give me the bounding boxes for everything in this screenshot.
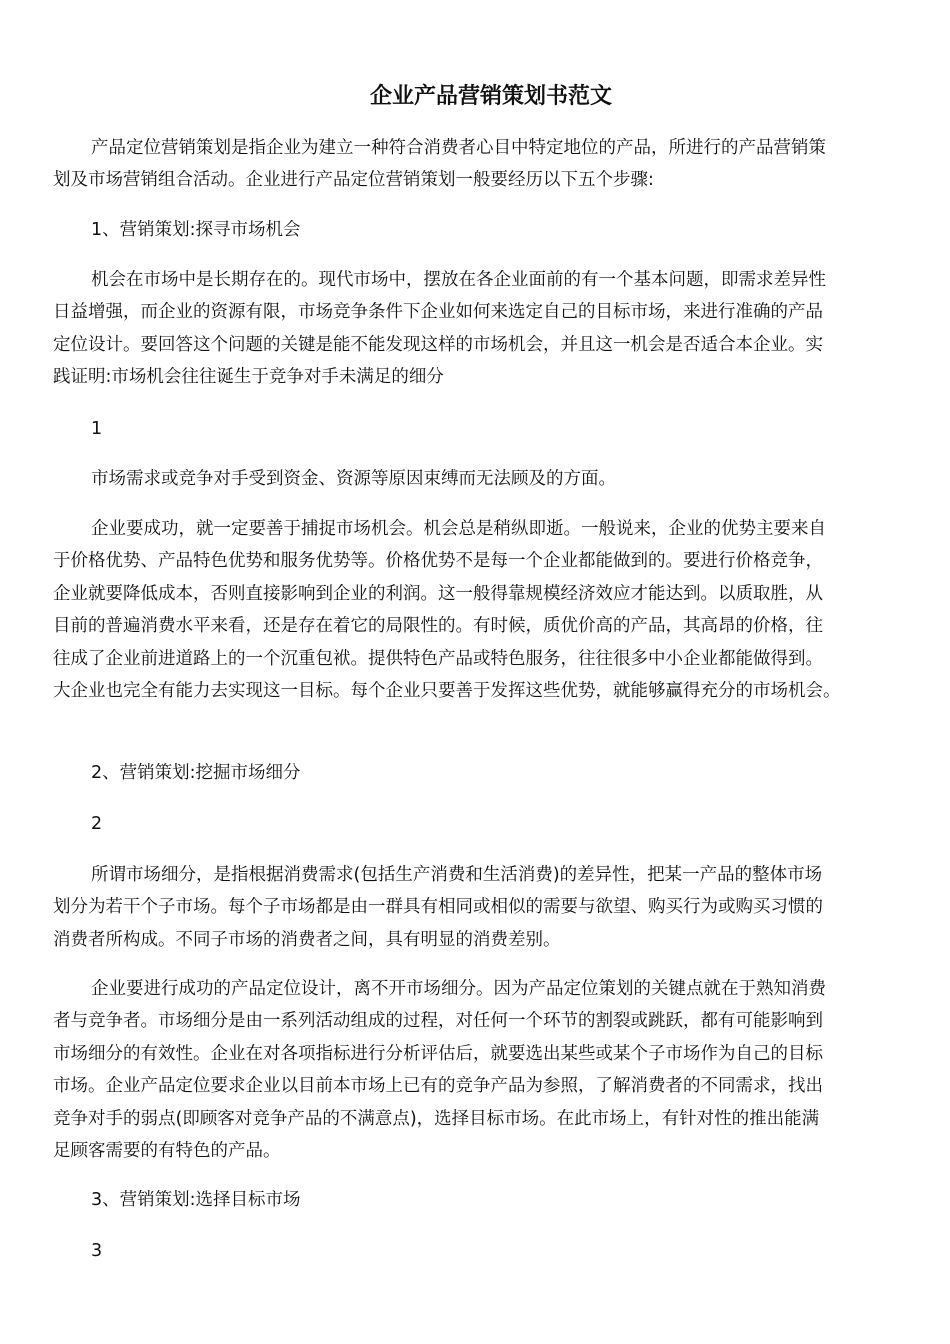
paragraph-line: 于价格优势、产品特色优势和服务优势等。价格优势不是每一个企业都能做到的。要进行价格竞争， [53, 551, 823, 572]
paragraph-line: 市场细分的有效性。企业在对各项指标进行分析评估后，就要选出某些或某个子市场作为自己的目标 [53, 1043, 823, 1064]
segmentation-paragraph [53, 859, 909, 956]
paragraph-line: 足顾客需要的有特色的产品。 [53, 1141, 281, 1162]
heading-text: 3、营销策划:选择目标市场 [91, 1190, 301, 1210]
page-number-3 [53, 1235, 909, 1267]
paragraph-line: 产品定位营销策划是指企业为建立一种符合消费者心目中特定地位的产品，所进行的产品营销策 [91, 138, 826, 158]
section-heading-2 [53, 757, 909, 789]
paragraph-line: 所谓市场细分，是指根据消费需求(包括生产消费和生活消费)的差异性，把某一产品的整体市场 [91, 865, 823, 885]
positioning-paragraph [53, 973, 909, 1167]
heading-text: 2、营销策划:挖掘市场细分 [91, 763, 301, 783]
page-number-text: 1 [91, 419, 103, 439]
page-number-text: 2 [91, 814, 103, 834]
document-title: 企业产品营销策划书范文 [369, 83, 612, 109]
page-number-2 [53, 808, 909, 840]
market-demand-paragraph [53, 463, 909, 495]
paragraph-line: 划分为若干个子市场。每个子市场都是由一群具有相同或相似的需要与欲望、购买行为或购买习惯的 [53, 897, 823, 918]
paragraph-line: 企业要进行成功的产品定位设计，离不开市场细分。因为产品定位策划的关键点就在于熟知消费 [91, 979, 826, 999]
page-number-1 [53, 413, 909, 445]
seize-opportunity-paragraph [53, 513, 909, 707]
paragraph-line: 市场需求或竞争对手受到资金、资源等原因束缚而无法顾及的方面。 [91, 469, 616, 489]
paragraph-line: 践证明:市场机会往往诞生于竞争对手未满足的细分 [53, 367, 444, 388]
section-heading-3 [53, 1184, 909, 1216]
paragraph-line: 机会在市场中是长期存在的。现代市场中，摆放在各企业面前的有一个基本问题，即需求差异性 [91, 270, 826, 290]
paragraph-line: 日益增强，而企业的资源有限，市场竞争条件下企业如何来选定自己的目标市场，来进行准确的产品 [53, 302, 823, 323]
paragraph-line: 消费者所构成。不同子市场的消费者之间，具有明显的消费差别。 [53, 929, 561, 950]
paragraph-line: 大企业也完全有能力去实现这一目标。每个企业只要善于发挥这些优势，就能够赢得充分的市场机会。 [53, 681, 841, 702]
paragraph-line: 企业要成功，就一定要善于捕捉市场机会。机会总是稍纵即逝。一般说来，企业的优势主要来自 [91, 519, 826, 539]
heading-text: 1、营销策划:探寻市场机会 [91, 220, 301, 240]
paragraph-line: 企业就要降低成本，否则直接影响到企业的利润。这一般得靠规模经济效应才能达到。以质取胜，从 [53, 583, 823, 604]
paragraph-line: 定位设计。要回答这个问题的关键是能不能发现这样的市场机会，并且这一机会是否适合本企业。实 [53, 334, 823, 355]
paragraph-line: 目前的普遍消费水平来看，还是存在着它的局限性的。有时候，质优价高的产品，其高昂的价格，往 [53, 616, 823, 637]
section-heading-1 [53, 214, 909, 246]
intro-paragraph [53, 132, 909, 197]
opportunity-paragraph [53, 264, 909, 394]
paragraph-line: 往成了企业前进道路上的一个沉重包袱。提供特色产品或特色服务，往往很多中小企业都能做得到。 [53, 648, 823, 669]
paragraph-line: 竞争对手的弱点(即顾客对竞争产品的不满意点)，选择目标市场。在此市场上，有针对性的推出能满 [53, 1108, 820, 1129]
paragraph-line: 市场。企业产品定位要求企业以目前本市场上已有的竞争产品为参照，了解消费者的不同需求，找出 [53, 1076, 823, 1097]
page-number-text: 3 [91, 1241, 103, 1261]
paragraph-line: 划及市场营销组合活动。企业进行产品定位营销策划一般要经历以下五个步骤: [53, 170, 654, 191]
paragraph-line: 者与竞争者。市场细分是由一系列活动组成的过程，对任何一个环节的割裂或跳跃，都有可能影响到 [53, 1011, 823, 1032]
